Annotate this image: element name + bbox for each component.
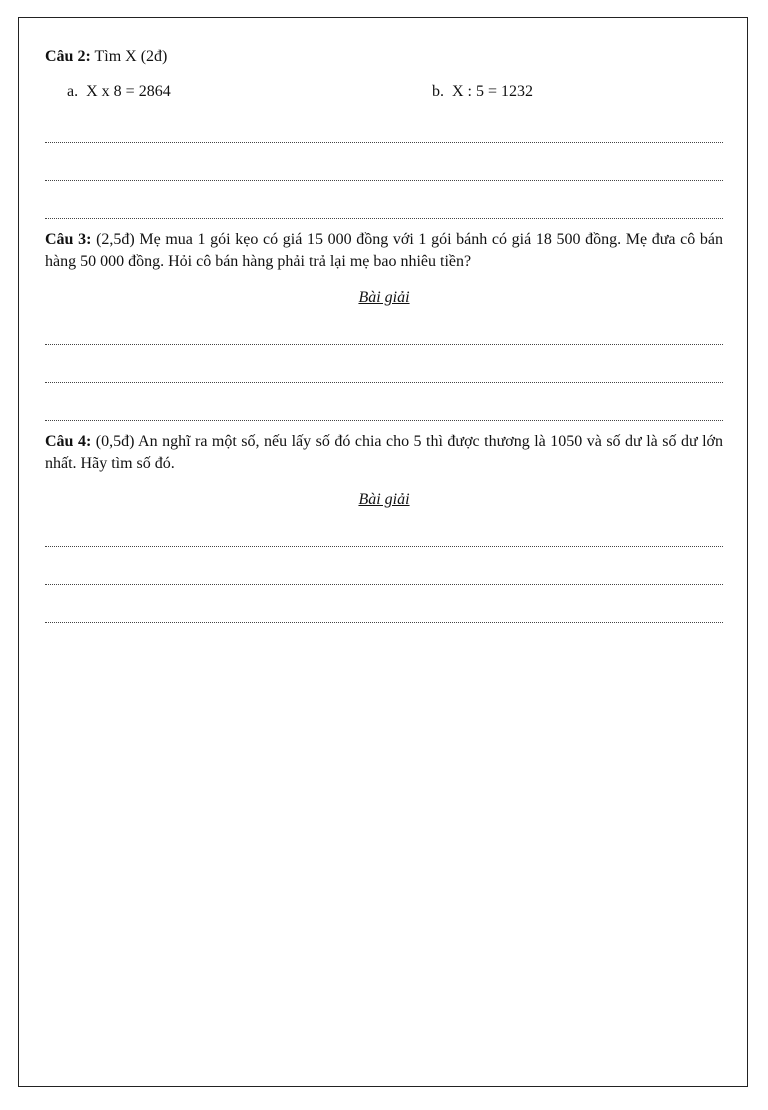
- answer-line[interactable]: [45, 551, 723, 589]
- question-2: [45, 46, 723, 223]
- answer-line[interactable]: [45, 147, 723, 185]
- question-3-label: Câu 3:: [45, 231, 92, 248]
- question-3: [45, 229, 723, 425]
- part-b-expression: X : 5 = 1232: [452, 83, 534, 100]
- question-4-body: (0,5đ) An nghĩ ra một số, nếu lấy số đó chia cho 5 thì được thương là 1050 và số dư là số dư lớn nhất. Hãy tìm số đó.: [45, 433, 724, 472]
- page-frame: [18, 17, 748, 1087]
- answer-line[interactable]: [45, 589, 723, 627]
- answer-line[interactable]: [45, 185, 723, 223]
- question-4-text: [45, 431, 723, 475]
- question-4-label: Câu 4:: [45, 433, 92, 450]
- question-2-subparts: [45, 81, 723, 103]
- question-2-heading: [45, 46, 723, 68]
- question-3-body: (2,5đ) Mẹ mua 1 gói kẹo có giá 15 000 đồng với 1 gói bánh có giá 18 500 đồng. Mẹ đưa cô bán hàng 50 000 đồng. Hỏi cô bán hàng phải trả lại mẹ bao nhiêu tiền?: [45, 231, 724, 270]
- question-3-text: [45, 229, 723, 273]
- answer-line[interactable]: [45, 387, 723, 425]
- question-2-part-a: [67, 81, 171, 103]
- solution-heading: Bài giải: [358, 289, 410, 306]
- answer-line[interactable]: [45, 109, 723, 147]
- question-4: [45, 431, 723, 627]
- question-2-title: Tìm X (2đ): [90, 48, 168, 65]
- part-a-expression: X x 8 = 2864: [86, 83, 171, 100]
- answer-line[interactable]: [45, 311, 723, 349]
- part-b-marker: b.: [432, 83, 444, 100]
- worksheet-content: [45, 46, 723, 627]
- question-2-label: Câu 2:: [45, 48, 91, 65]
- question-2-part-b: [432, 81, 533, 103]
- part-a-marker: a.: [67, 83, 79, 100]
- answer-line[interactable]: [45, 349, 723, 387]
- solution-heading: Bài giải: [358, 491, 410, 508]
- answer-line[interactable]: [45, 513, 723, 551]
